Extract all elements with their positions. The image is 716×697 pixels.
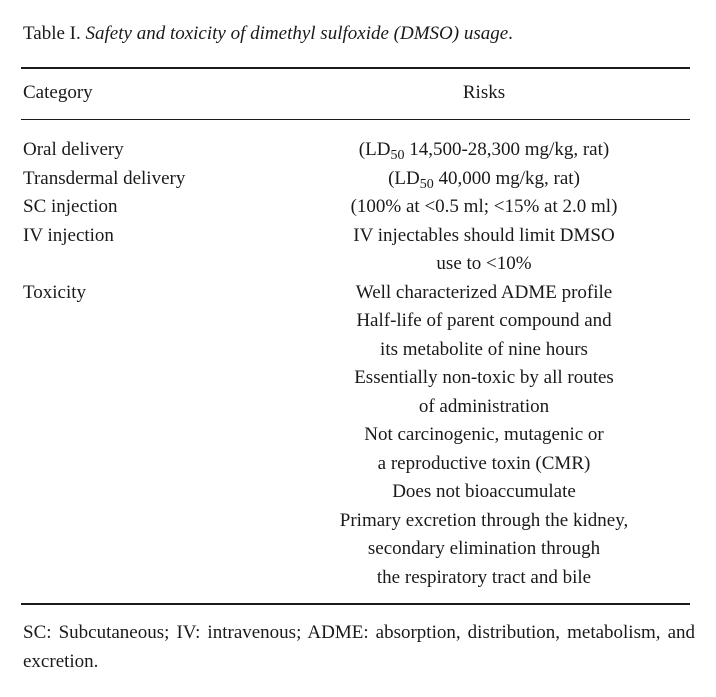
table-row-oral-delivery xyxy=(0,136,716,165)
table-row-sc-injection xyxy=(0,193,716,222)
row-risk: ($LD_{50}$ 40,000 mg/kg, rat) xyxy=(388,167,580,192)
row-risk: ($LD_{50}$ 14,500-28,300 mg/kg, rat) xyxy=(358,139,610,163)
table-footnote: SC: Subcutaneous; IV: intravenous; ADME: absorption, distribution, metabolism, and excretion. xyxy=(23,622,695,672)
header-risks: Risks xyxy=(462,82,506,103)
caption-label: Table I. xyxy=(23,23,81,44)
row-category: Oral delivery xyxy=(23,139,124,160)
row-risk: (100% at <0.5 ml; <15% at 2.0 ml) xyxy=(350,196,618,217)
table-caption: Table I. Safety and toxicity of dimethyl sulfoxide (DMSO) usage. xyxy=(23,23,513,44)
table-row-iv-injection xyxy=(0,222,716,279)
header-category: Category xyxy=(23,82,93,103)
table-header xyxy=(0,79,716,107)
row-category: Transdermal delivery xyxy=(23,167,186,189)
row-risk: Well characterized ADME profile Half-life of parent compound and its metabolite of nine hours Essentially non-toxic by all routes of administration Not carcinogenic, mutagenic or a reproductive toxin (CMR) Does not bioaccumulate Primary excretion through the kidney, secondary elimination through the respiratory tract and bile xyxy=(339,281,629,588)
row-category: Toxicity xyxy=(23,281,87,303)
bottom-rule xyxy=(21,603,690,605)
row-category: SC injection xyxy=(23,196,118,217)
header-rule xyxy=(21,119,690,120)
caption-title: Safety and toxicity of dimethyl sulfoxide (DMSO) usage xyxy=(85,23,509,44)
row-risk: IV injectables should limit DMSO use to <10% xyxy=(353,224,615,274)
table-row-toxicity xyxy=(0,279,716,593)
top-rule xyxy=(21,67,690,69)
row-category: IV injection xyxy=(23,224,114,246)
table-body xyxy=(0,136,716,592)
table-row-transdermal-delivery xyxy=(0,165,716,194)
